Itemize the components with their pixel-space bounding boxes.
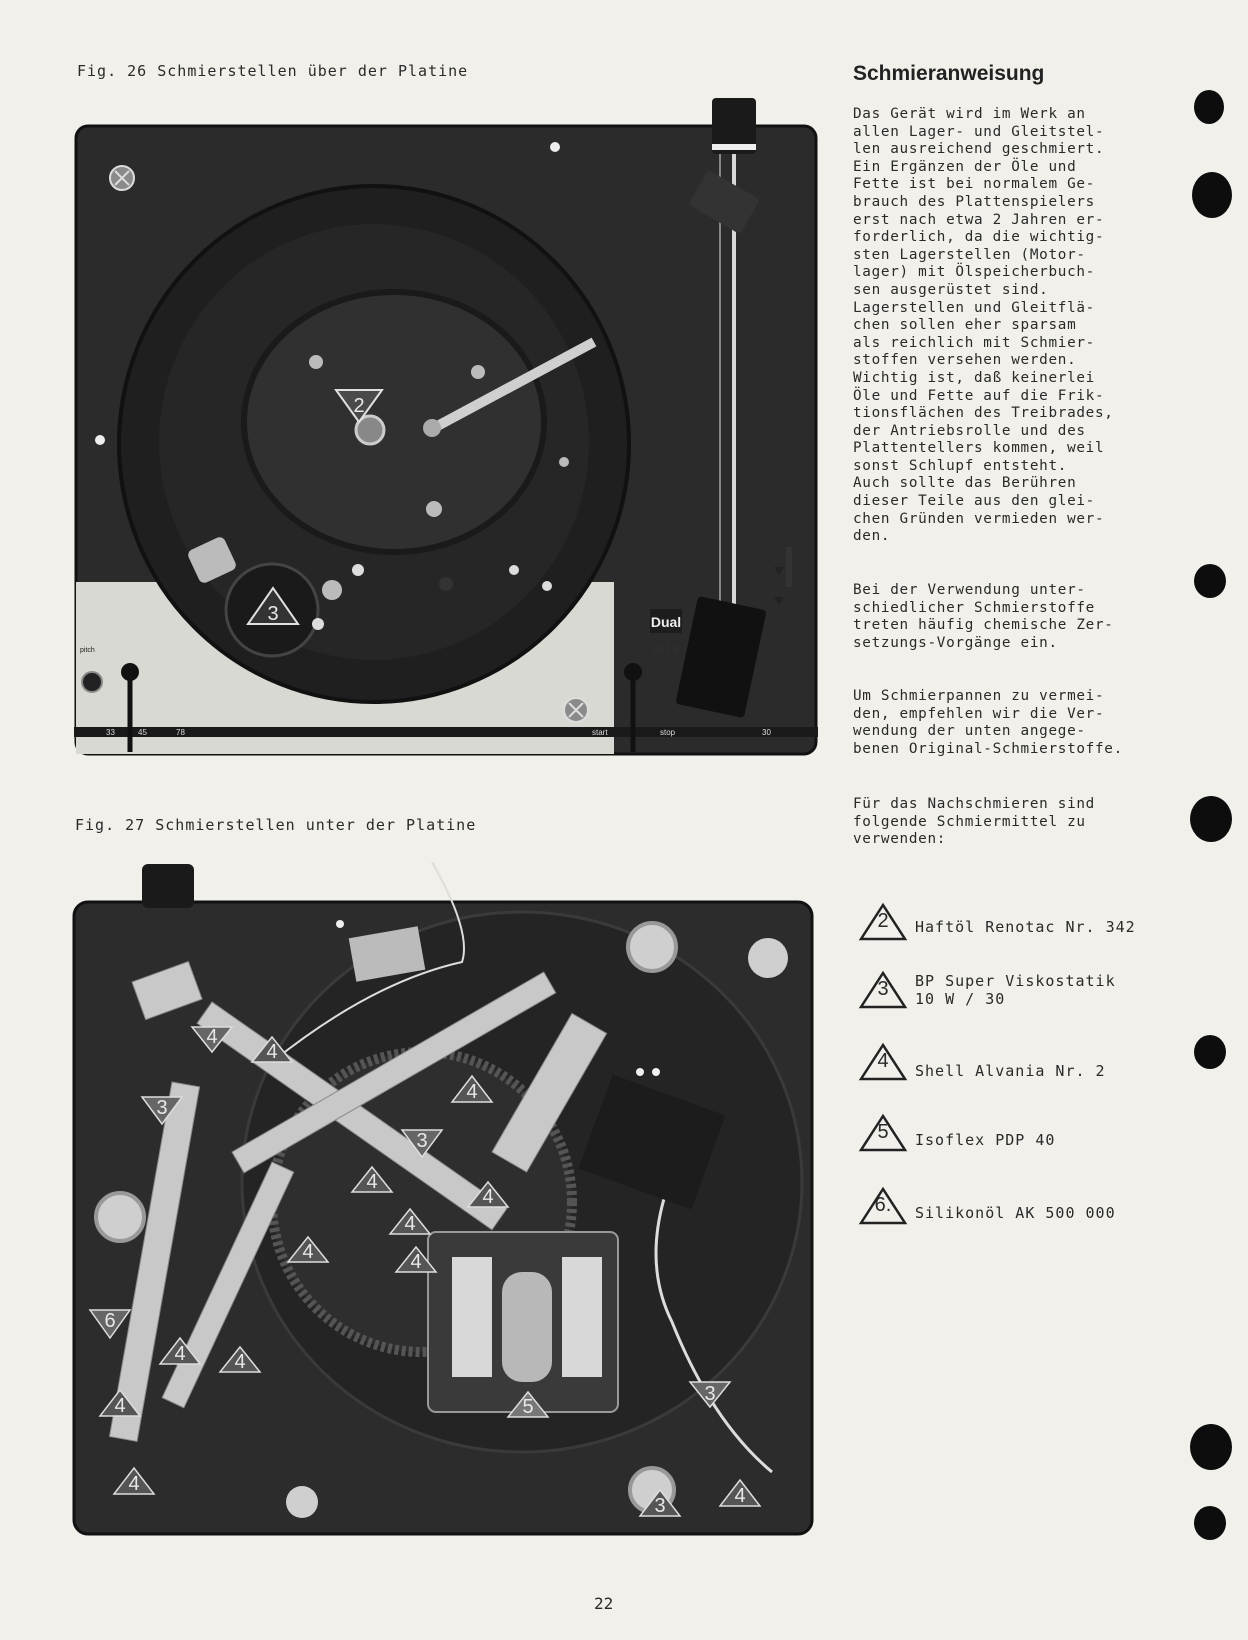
triangle-5-number: 5	[877, 1121, 889, 1143]
lubricant-name: Isoflex PDP 40	[915, 1131, 1056, 1149]
svg-text:4: 4	[128, 1473, 140, 1495]
triangle-3-number: 3	[877, 978, 889, 1000]
lubricant-name: Silikonöl AK 500 000	[915, 1204, 1116, 1222]
lubricant-name: BP Super Viskostatik 10 W / 30	[915, 972, 1116, 1008]
start-label: start	[592, 728, 608, 737]
model-number: 1215	[651, 644, 681, 654]
lubricant-name: Shell Alvania Nr. 2	[915, 1062, 1106, 1080]
paragraph-recommendation: Um Schmierpannen zu vermei- den, empfehlen wir die Ver- wendung der unten angege- benen Original-Schmierstoffe.	[853, 688, 1123, 757]
svg-text:4: 4	[466, 1081, 478, 1103]
svg-text:3: 3	[267, 603, 279, 625]
section-title: Schmieranweisung	[853, 62, 1045, 85]
svg-text:4: 4	[266, 1041, 278, 1063]
svg-text:2: 2	[353, 395, 365, 417]
figure-27-caption: Fig. 27 Schmierstellen unter der Platine	[75, 816, 477, 834]
svg-text:4: 4	[734, 1485, 746, 1507]
speed-45-label: 45	[138, 728, 147, 737]
stop-label: stop	[660, 728, 676, 737]
binder-hole	[1192, 172, 1232, 218]
scale-30-label: 30	[762, 728, 771, 737]
binder-hole	[1194, 1035, 1226, 1069]
svg-text:4: 4	[114, 1395, 126, 1417]
figure-26-caption: Fig. 26 Schmierstellen über der Platine	[77, 62, 469, 80]
svg-text:4: 4	[174, 1343, 186, 1365]
svg-text:4: 4	[234, 1351, 246, 1373]
svg-text:4: 4	[404, 1213, 416, 1235]
triangle-4-number: 4	[877, 1050, 889, 1072]
paragraph-lubricants-intro: Für das Nachschmieren sind folgende Schmiermittel zu verwenden:	[853, 796, 1095, 848]
svg-text:4: 4	[366, 1171, 378, 1193]
paragraph-decomposition: Bei der Verwendung unter- schiedlicher Schmierstoffe treten häufig chemische Zer- setzungs-Vorgänge ein.	[853, 582, 1114, 651]
brand-badge: Dual	[650, 614, 682, 630]
triangle-6-number: 6.	[874, 1194, 892, 1216]
svg-text:3: 3	[156, 1097, 168, 1119]
figure-26-photo	[74, 92, 820, 758]
pitch-label: pitch	[80, 647, 95, 654]
paragraph-intro: Das Gerät wird im Werk an allen Lager- und Gleitstel- len ausreichend geschmiert. Ein Ergänzen der Öle und Fette ist bei normalem Ge- brauch des Plattenspielers erst nach etwa 2 Jahren er- forderlich, da die wichtig- sten Lagerstellen (Motor- lager) mit Ölspeicherbuch- sen ausgerüstet sind. Lagerstellen und Gleitflä- chen sollen eher sparsam als reichlich mit Schmier- stoffen versehen werden. Wichtig ist, daß keinerlei Öle und Fette auf die Frik- tionsflächen des Treibrades, der Antriebsrolle und des Plattentellers kommen, weil sonst Schlupf entsteht. Auch sollte das Berühren dieser Teile aus den glei- chen Gründen vermieden wer- den.	[853, 106, 1114, 545]
svg-text:4: 4	[206, 1026, 218, 1048]
binder-hole	[1190, 796, 1232, 842]
speed-78-label: 78	[176, 728, 185, 737]
binder-hole	[1194, 90, 1224, 124]
figure-27-photo	[72, 862, 818, 1538]
binder-hole	[1194, 1506, 1226, 1540]
svg-text:4: 4	[302, 1241, 314, 1263]
triangle-2-number: 2	[877, 910, 889, 932]
svg-text:3: 3	[654, 1495, 666, 1517]
svg-text:3: 3	[704, 1383, 716, 1405]
svg-text:5: 5	[522, 1396, 534, 1418]
svg-text:3: 3	[416, 1130, 428, 1152]
svg-text:4: 4	[482, 1186, 494, 1208]
binder-hole	[1190, 1424, 1232, 1470]
page-number: 22	[594, 1594, 614, 1613]
svg-text:6: 6	[104, 1310, 116, 1332]
svg-text:4: 4	[410, 1251, 422, 1273]
binder-hole	[1194, 564, 1226, 598]
lubricant-name: Haftöl Renotac Nr. 342	[915, 918, 1136, 936]
speed-33-label: 33	[106, 728, 115, 737]
